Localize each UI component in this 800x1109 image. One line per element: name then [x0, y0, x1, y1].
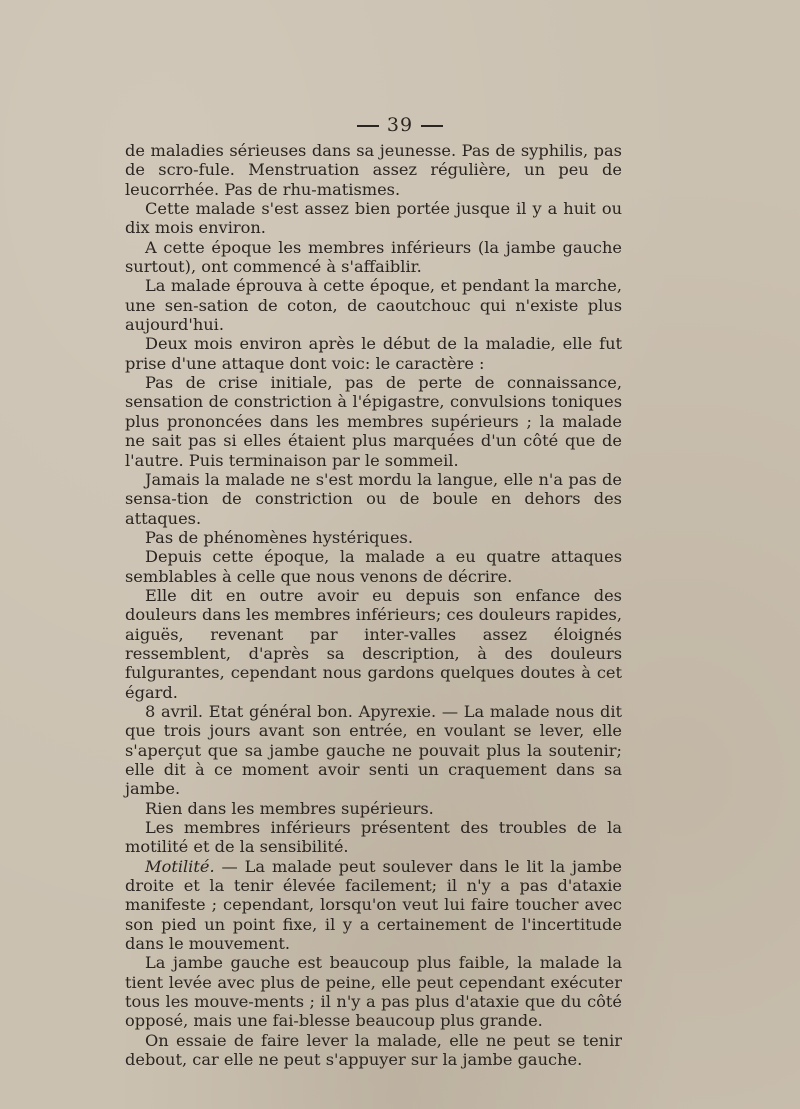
page-number: [0, 114, 800, 136]
paragraph: Jamais la malade ne s'est mordu la langue, elle n'a pas de sensa-tion de constriction ou de boule en dehors des attaques.: [125, 469, 622, 528]
paragraph: 8 avril. Etat général bon. Apyrexie. — La malade nous dit que trois jours avant son entrée, en voulant se lever, elle s'aperçut que sa jambe gauche ne pouvait plus la soutenir; elle dit à ce moment avoir senti un craquement dans sa jambe.: [125, 701, 622, 799]
page-number-value: 39: [386, 114, 414, 136]
paragraph: Les membres inférieurs présentent des troubles de la motilité et de la sensibilité.: [125, 818, 622, 857]
paragraph: de maladies sérieuses dans sa jeunesse. Pas de syphilis, pas de scro-fule. Menstruation assez régulière, un peu de leucorrhée. Pas de rhu-matismes.: [125, 141, 622, 199]
paragraph: On essaie de faire lever la malade, elle ne peut se tenir debout, car elle ne peut s'appuyer sur la jambe gauche.: [125, 1030, 622, 1070]
paragraph: La jambe gauche est beaucoup plus faible, la malade la tient levée avec plus de peine, elle peut cependant exécuter tous les mouve-ments ; il n'y a pas plus d'ataxie que du côté opposé, mais une fai-blesse beaucoup plus grande.: [125, 953, 622, 1031]
motilite-text: — La malade peut soulever dans le lit la jambe droite et la tenir élevée facilement; il n'y a pas d'ataxie manifeste ; cependant, lorsqu'on veut lui faire toucher avec son pied un point fixe, il y a certainement de l'incertitude dans le mouvement.: [125, 856, 622, 954]
body-text: [125, 141, 622, 1070]
paragraph: Elle dit en outre avoir eu depuis son enfance des douleurs dans les membres inférieurs; ces douleurs rapides, aiguës, revenant par inter-valles assez éloignés ressemblent, d'après sa description, à des douleurs fulgurantes, cependant nous gardons quelques doutes à cet égard.: [125, 585, 622, 702]
paragraph: Cette malade s'est assez bien portée jusque il y a huit ou dix mois environ.: [125, 199, 622, 238]
page-number-dash-right: [421, 125, 443, 127]
paragraph-motilite: [125, 857, 622, 954]
paragraph: Rien dans les membres supérieurs.: [145, 798, 434, 818]
page-number-dash-left: [357, 125, 379, 127]
paragraph: Pas de crise initiale, pas de perte de connaissance, sensation de constriction à l'épigastre, convulsions toniques plus prononcées dans les membres supérieurs ; la malade ne sait pas si elles étaient plus marquées d'un côté que de l'autre. Puis terminaison par le sommeil.: [125, 373, 622, 470]
paragraph: A cette époque les membres inférieurs (la jambe gauche surtout), ont commencé à s'affaiblir.: [125, 237, 622, 277]
paragraph: Depuis cette époque, la malade a eu quatre attaques semblables à celle que nous venons de décrire.: [125, 547, 622, 586]
paragraph: La malade éprouva à cette époque, et pendant la marche, une sen-sation de coton, de caoutchouc qui n'existe plus aujourd'hui.: [125, 276, 622, 335]
paragraph: Pas de phénomènes hystériques.: [145, 527, 413, 547]
motilite-label: Motilité.: [145, 856, 215, 876]
paragraph: Deux mois environ après le début de la maladie, elle fut prise d'une attaque dont voic: le caractère :: [125, 334, 622, 373]
